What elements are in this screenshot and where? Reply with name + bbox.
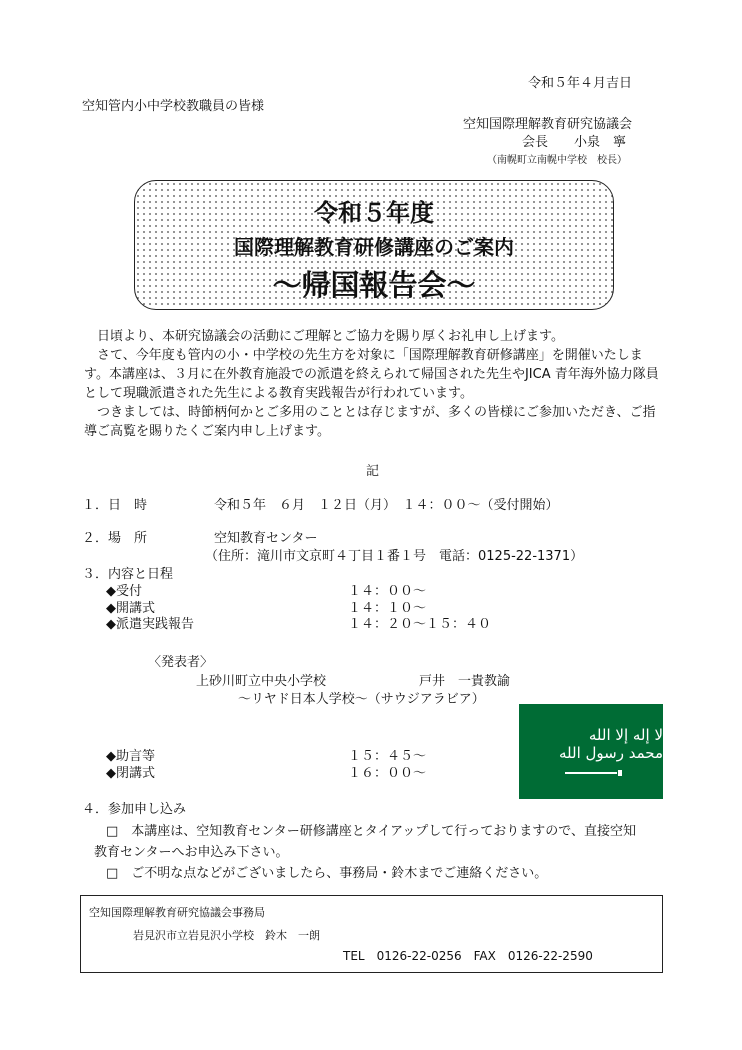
intro-paragraph: さて、今年度も管内の小・中学校の先生方を対象に「国際理解教育研修講座」を開催いたします。本講座は、３月に在外教育施設での派遣を終えられて帰国された先生やJICA 青年海外協力隊員として現職派遣された先生による教育実践報告が行われています。	[84, 348, 659, 401]
presenter-name: 戸井 一貴教諭	[419, 674, 511, 689]
schedule-item: ◆派遣実践報告	[106, 617, 194, 632]
schedule-label: ３．内容と日程	[82, 567, 174, 582]
schedule-time: １４：００～	[348, 584, 427, 599]
date-label: １．日 時	[82, 498, 148, 513]
schedule-item: ◆受付	[106, 584, 142, 599]
schedule-item: ◆助言等	[106, 749, 155, 764]
flag-shahada: لا إله إلا الله محمد رسول الله	[558, 726, 663, 762]
contact-person: 岩見沢市立岩見沢小学校 鈴木 一朗	[133, 929, 320, 942]
title-box	[134, 180, 614, 310]
contact-box	[80, 895, 663, 973]
saudi-flag-image	[519, 704, 663, 799]
schedule-time: １４：１０～	[348, 601, 427, 616]
apply-note-1-cont: 教育センターへお申込み下さい。	[94, 845, 289, 860]
ki-heading: 記	[366, 464, 380, 479]
issue-date: 令和５年４月吉日	[528, 76, 633, 91]
office-name: 空知国際理解教育研究協議会事務局	[89, 906, 265, 919]
sword-icon	[565, 772, 617, 774]
presenter-school: 上砂川町立中央小学校	[196, 674, 327, 689]
schedule-time: １６：００～	[348, 766, 427, 781]
title-sub: ～帰国報告会～	[272, 268, 476, 302]
place-address: （住所：滝川市文京町４丁目１番１号 電話：0125-22-1371）	[205, 549, 584, 564]
title-main: 国際理解教育研修講座のご案内	[234, 235, 514, 259]
intro-paragraph: 日頃より、本研究協議会の活動にご理解とご協力を賜り厚くお礼申し上げます。	[84, 329, 564, 344]
apply-label: ４．参加申し込み	[82, 802, 187, 817]
tel-fax: TEL 0126-22-0256 FAX 0126-22-2590	[343, 949, 593, 963]
president-name: 会長 小泉 寧	[522, 135, 627, 150]
intro-text	[84, 327, 664, 441]
schedule-item: ◆開講式	[106, 601, 155, 616]
organization-name: 空知国際理解教育研究協議会	[463, 117, 633, 132]
schedule-time: １５：４５～	[348, 749, 427, 764]
schedule-item: ◆閉講式	[106, 766, 155, 781]
president-note: （南幌町立南幌中学校 校長）	[487, 155, 627, 166]
date-value: 令和５年 ６月 １２日（月） １４：００～（受付開始）	[214, 498, 559, 513]
intro-paragraph: つきましては、時節柄何かとご多用のこととは存じますが、多くの皆様にご参加いただき、ご指導ご高覧を賜りたくご案内申し上げます。	[84, 405, 656, 439]
apply-note-2: □ ご不明な点などがございましたら、事務局・鈴木までご連絡ください。	[106, 866, 548, 881]
schedule-time: １４：２０～１５：４０	[348, 617, 492, 632]
title-year: 令和５年度	[314, 199, 434, 227]
place-value: 空知教育センター	[214, 531, 318, 546]
presenter-label: 〈発表者〉	[148, 655, 214, 670]
apply-note-1: □ 本講座は、空知教育センター研修講座とタイアップして行っておりますので、直接空知	[106, 824, 636, 839]
presenter-post: ～リヤド日本人学校～（サウジアラビア）	[238, 692, 485, 707]
place-label: ２．場 所	[82, 531, 148, 546]
addressee: 空知管内小中学校教職員の皆様	[82, 99, 265, 114]
